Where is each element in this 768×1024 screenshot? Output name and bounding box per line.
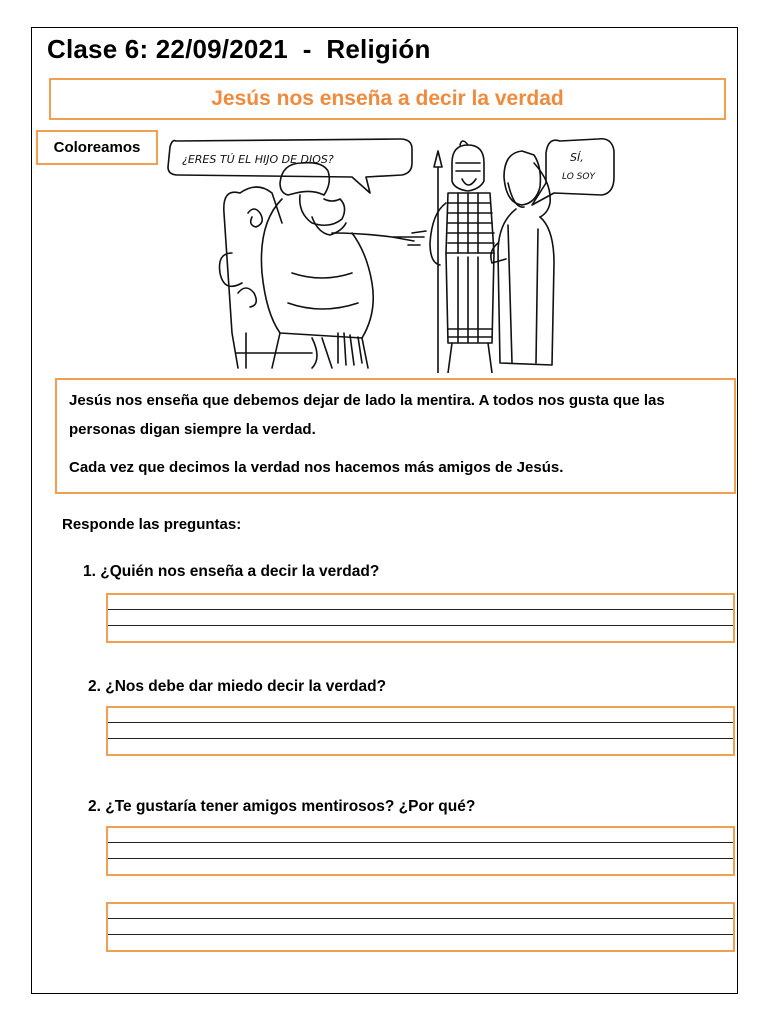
subtitle-box xyxy=(49,78,726,120)
speech-answer-line1: SÍ, xyxy=(570,151,584,164)
soldier xyxy=(452,141,484,191)
answer-box-3[interactable] xyxy=(106,826,735,876)
answer-box-2[interactable] xyxy=(106,706,735,756)
answer-box-4[interactable] xyxy=(106,902,735,952)
reading-box xyxy=(55,378,736,494)
reading-paragraph-1: Jesús nos enseña que debemos dejar de lado la mentira. A todos nos gusta que las personas digan siempre la verdad. xyxy=(69,392,665,438)
activity-label: Coloreamos xyxy=(53,139,141,156)
seated-priest xyxy=(280,163,329,195)
question-1: 1. ¿Quién nos enseña a decir la verdad? xyxy=(83,563,380,580)
lesson-subtitle: Jesús nos enseña a decir la verdad xyxy=(211,87,564,110)
coloreamos-box xyxy=(36,130,158,165)
page-title: Clase 6: 22/09/2021 - Religión xyxy=(47,34,431,64)
coloring-illustration xyxy=(162,133,627,373)
questions-instruction: Responde las preguntas: xyxy=(62,516,242,533)
question-3: 2. ¿Te gustaría tener amigos mentirosos? ¿Por qué? xyxy=(88,798,476,815)
reading-paragraph-2: Cada vez que decimos la verdad nos hacemos más amigos de Jesús. xyxy=(69,459,564,476)
question-2: 2. ¿Nos debe dar miedo decir la verdad? xyxy=(88,678,387,695)
jesus-figure xyxy=(504,151,540,205)
answer-box-1[interactable] xyxy=(106,593,735,643)
speech-question-text: ¿ERES TÚ EL HIJO DE DIOS? xyxy=(182,153,334,166)
throne xyxy=(220,187,313,368)
speech-answer-line2: LO SOY xyxy=(562,172,595,182)
